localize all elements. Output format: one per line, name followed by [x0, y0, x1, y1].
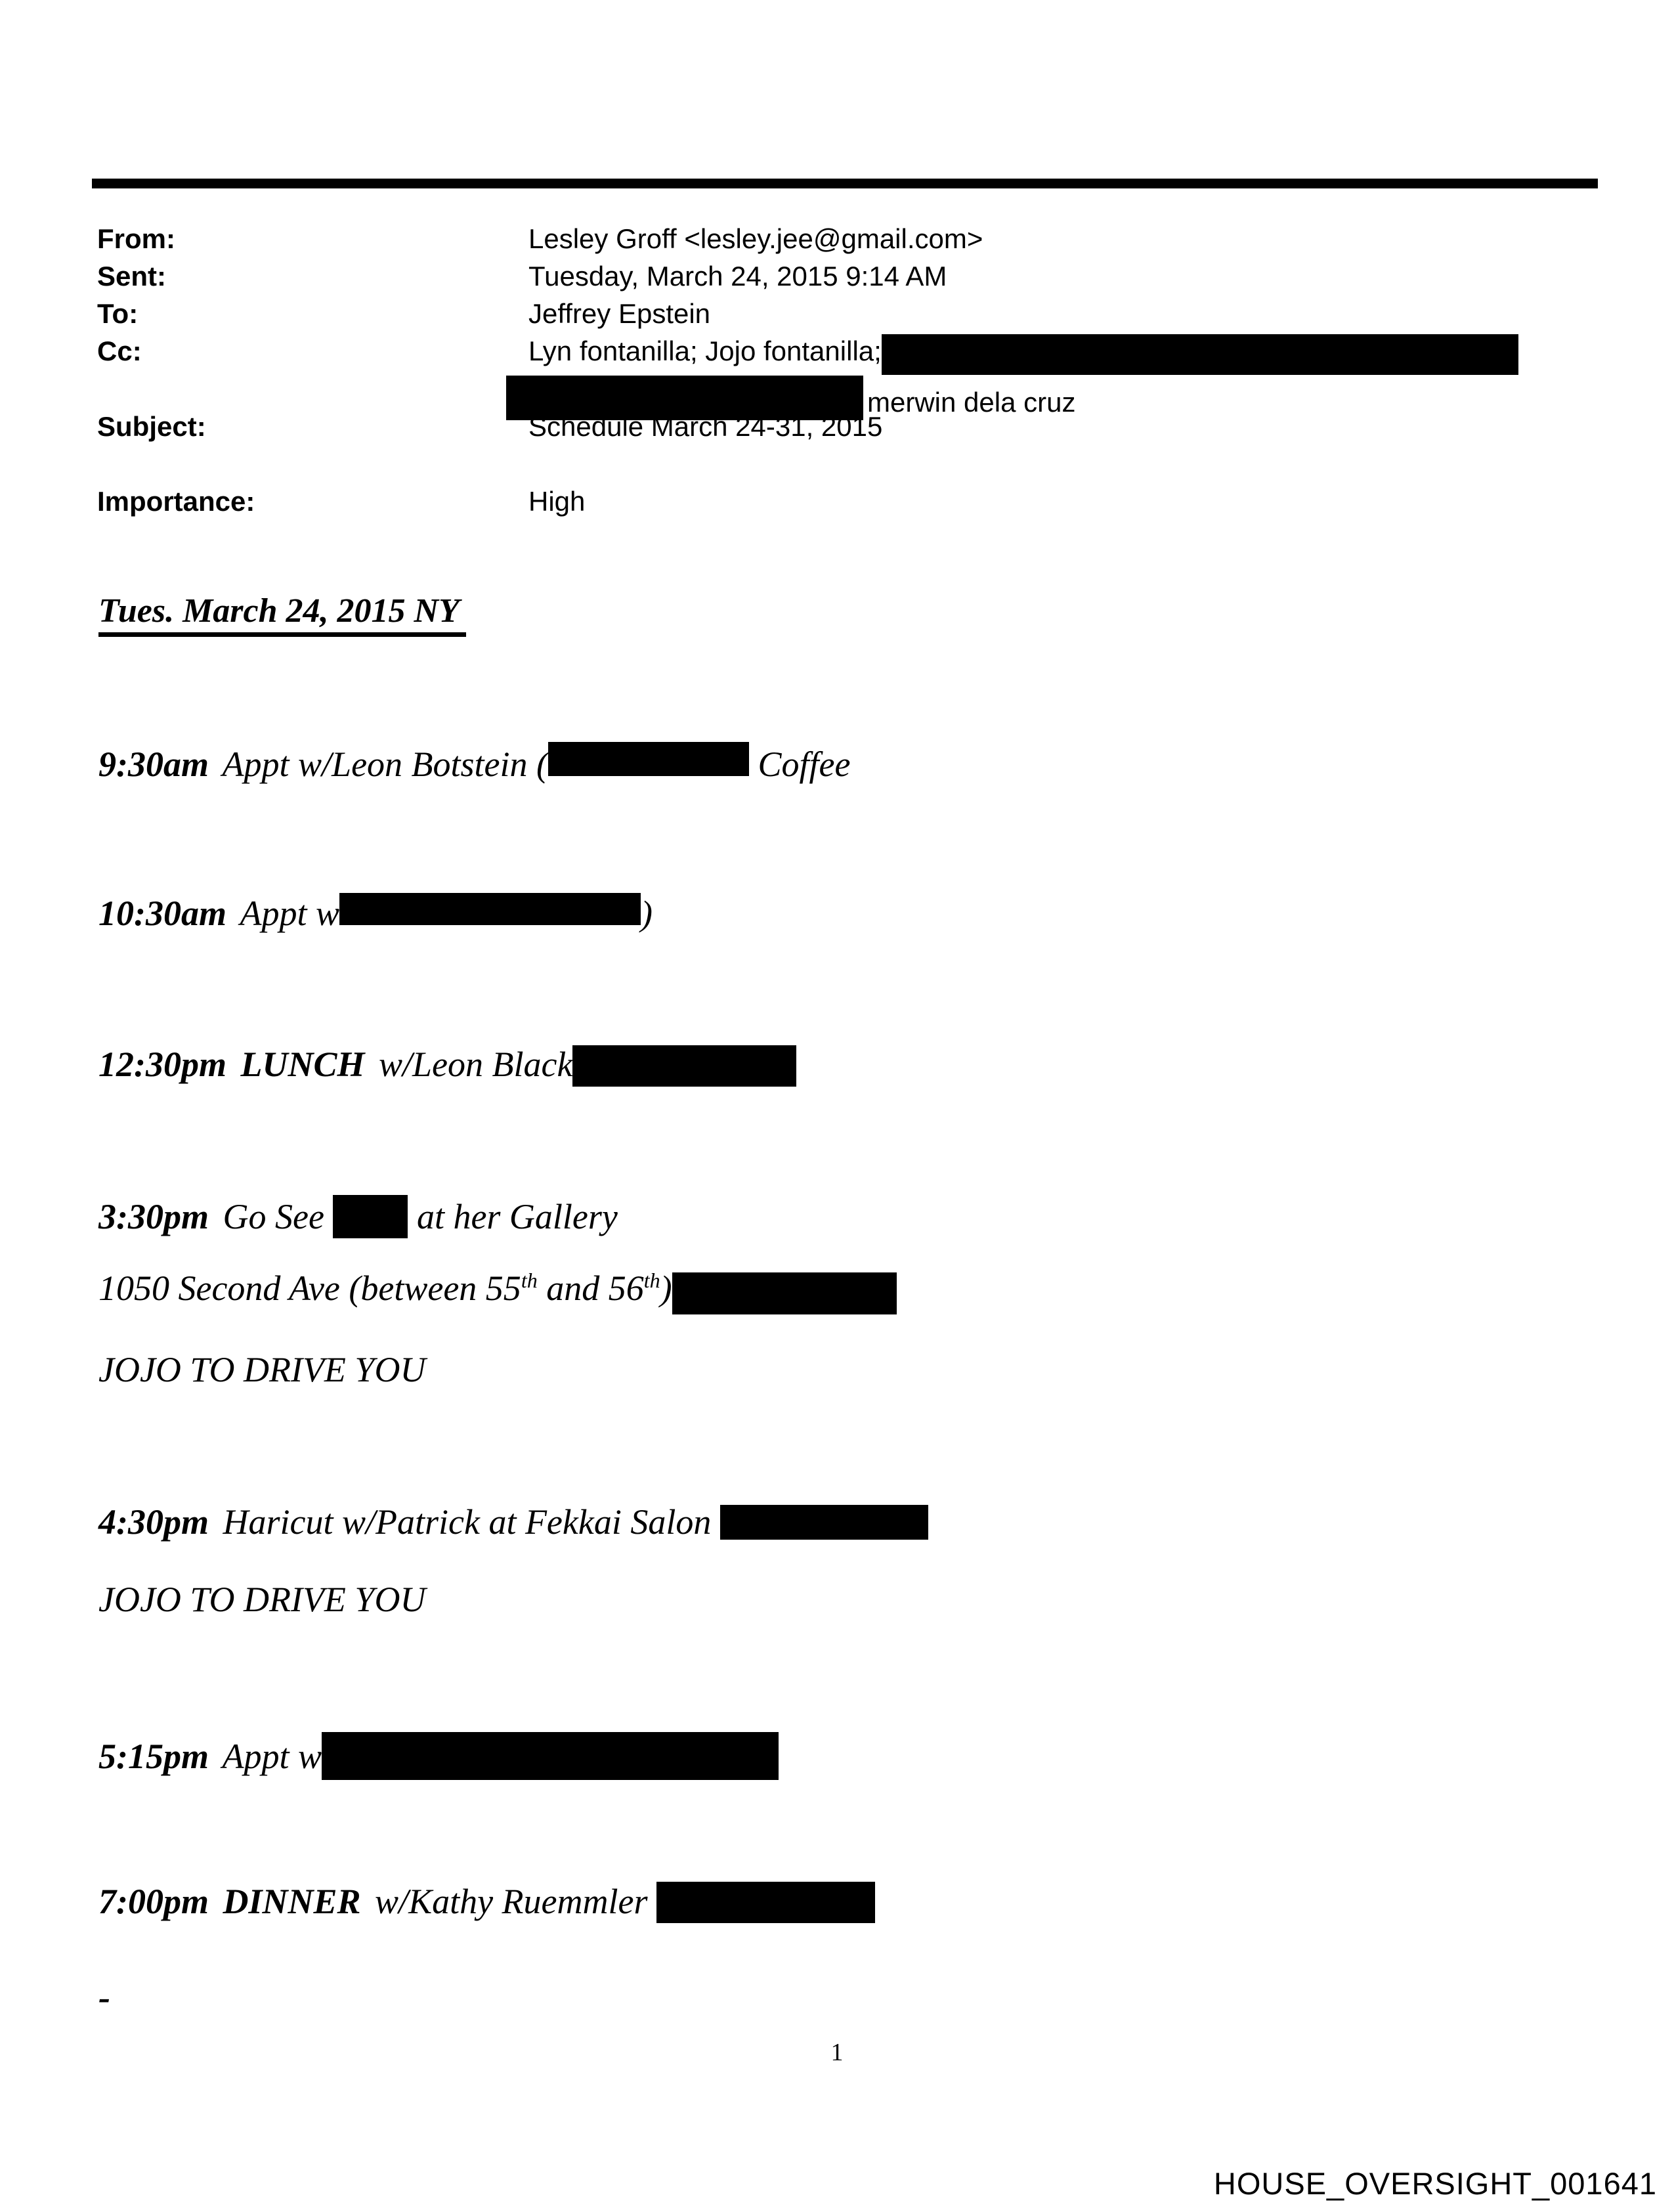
entry-time: 4:30pm	[98, 1502, 209, 1542]
redaction-bar	[720, 1505, 928, 1540]
entry-time: 7:00pm	[98, 1882, 209, 1921]
page-number: 1	[830, 2039, 844, 2066]
schedule-entry-1030	[98, 893, 653, 933]
from-value: Lesley Groff <lesley.jee@gmail.com>	[528, 223, 983, 254]
cc-value-line2: merwin dela cruz	[867, 387, 1076, 418]
schedule-address-line	[98, 1269, 897, 1308]
entry-text: Go See	[223, 1197, 324, 1236]
entry-text: w/Kathy Ruemmler	[375, 1882, 648, 1921]
to-value: Jeffrey Epstein	[528, 298, 711, 329]
schedule-entry-930	[98, 742, 850, 784]
entry-time: 12:30pm	[98, 1045, 226, 1084]
address-ordinal: th	[643, 1269, 660, 1292]
redaction-bar	[672, 1272, 897, 1314]
address-text: and 56	[537, 1269, 644, 1308]
redaction-bar	[548, 742, 749, 776]
entry-keyword: DINNER	[223, 1882, 361, 1921]
driver-note-1: JOJO TO DRIVE YOU	[98, 1350, 426, 1389]
header-divider-rule	[92, 179, 1598, 188]
subject-value: Schedule March 24-31, 2015	[528, 411, 883, 442]
day-heading: Tues. March 24, 2015 NY	[98, 592, 466, 637]
redaction-bar	[333, 1195, 408, 1238]
entry-text-after: )	[641, 894, 653, 933]
header-row-importance	[97, 485, 1607, 519]
entry-text: Appt w	[222, 1737, 322, 1776]
sent-value: Tuesday, March 24, 2015 9:14 AM	[528, 261, 947, 292]
entry-text: w/Leon Black	[379, 1045, 573, 1084]
redaction-bar	[882, 334, 1518, 375]
importance-value: High	[528, 486, 586, 517]
address-text: 1050 Second Ave (between 55	[98, 1269, 521, 1308]
redaction-bar	[339, 893, 641, 925]
entry-time: 10:30am	[98, 894, 226, 933]
cc-recipients-visible: Lyn fontanilla; Jojo fontanilla;	[528, 336, 882, 366]
entry-text-after: at her Gallery	[416, 1197, 618, 1236]
header-row-to	[97, 297, 1607, 331]
header-row-sent	[97, 259, 1607, 293]
address-ordinal: th	[521, 1269, 538, 1292]
redaction-bar	[656, 1882, 875, 1923]
schedule-entry-515	[98, 1732, 779, 1776]
sent-label: Sent:	[97, 261, 166, 292]
cc-value-line1	[528, 334, 1518, 368]
header-row-from	[97, 222, 1607, 256]
to-label: To:	[97, 298, 139, 329]
redaction-bar	[322, 1732, 779, 1780]
schedule-entry-700	[98, 1882, 875, 1921]
header-row-cc	[97, 334, 1607, 368]
driver-note-2: JOJO TO DRIVE YOU	[98, 1580, 426, 1619]
entry-time: 5:15pm	[98, 1737, 209, 1776]
entry-text: Appt w	[240, 894, 340, 933]
entry-keyword: LUNCH	[240, 1045, 365, 1084]
subject-label: Subject:	[97, 411, 206, 442]
cc-label: Cc:	[97, 336, 142, 366]
entry-text: Appt w/Leon Botstein (	[222, 745, 548, 784]
trailing-dash: -	[98, 1978, 110, 2017]
entry-time: 9:30am	[98, 745, 209, 784]
importance-label: Importance:	[97, 486, 255, 517]
redaction-bar	[572, 1045, 796, 1087]
entry-time: 3:30pm	[98, 1197, 209, 1236]
entry-text: Haricut w/Patrick at Fekkai Salon	[223, 1502, 712, 1542]
schedule-entry-1230	[98, 1045, 796, 1084]
schedule-entry-330	[98, 1195, 618, 1236]
bates-stamp: HOUSE_OVERSIGHT_001641	[1213, 2166, 1657, 2201]
header-row-subject	[97, 410, 1607, 444]
schedule-entry-430	[98, 1502, 928, 1542]
address-text: )	[660, 1269, 672, 1308]
entry-text-after: Coffee	[758, 745, 851, 784]
from-label: From:	[97, 223, 175, 254]
